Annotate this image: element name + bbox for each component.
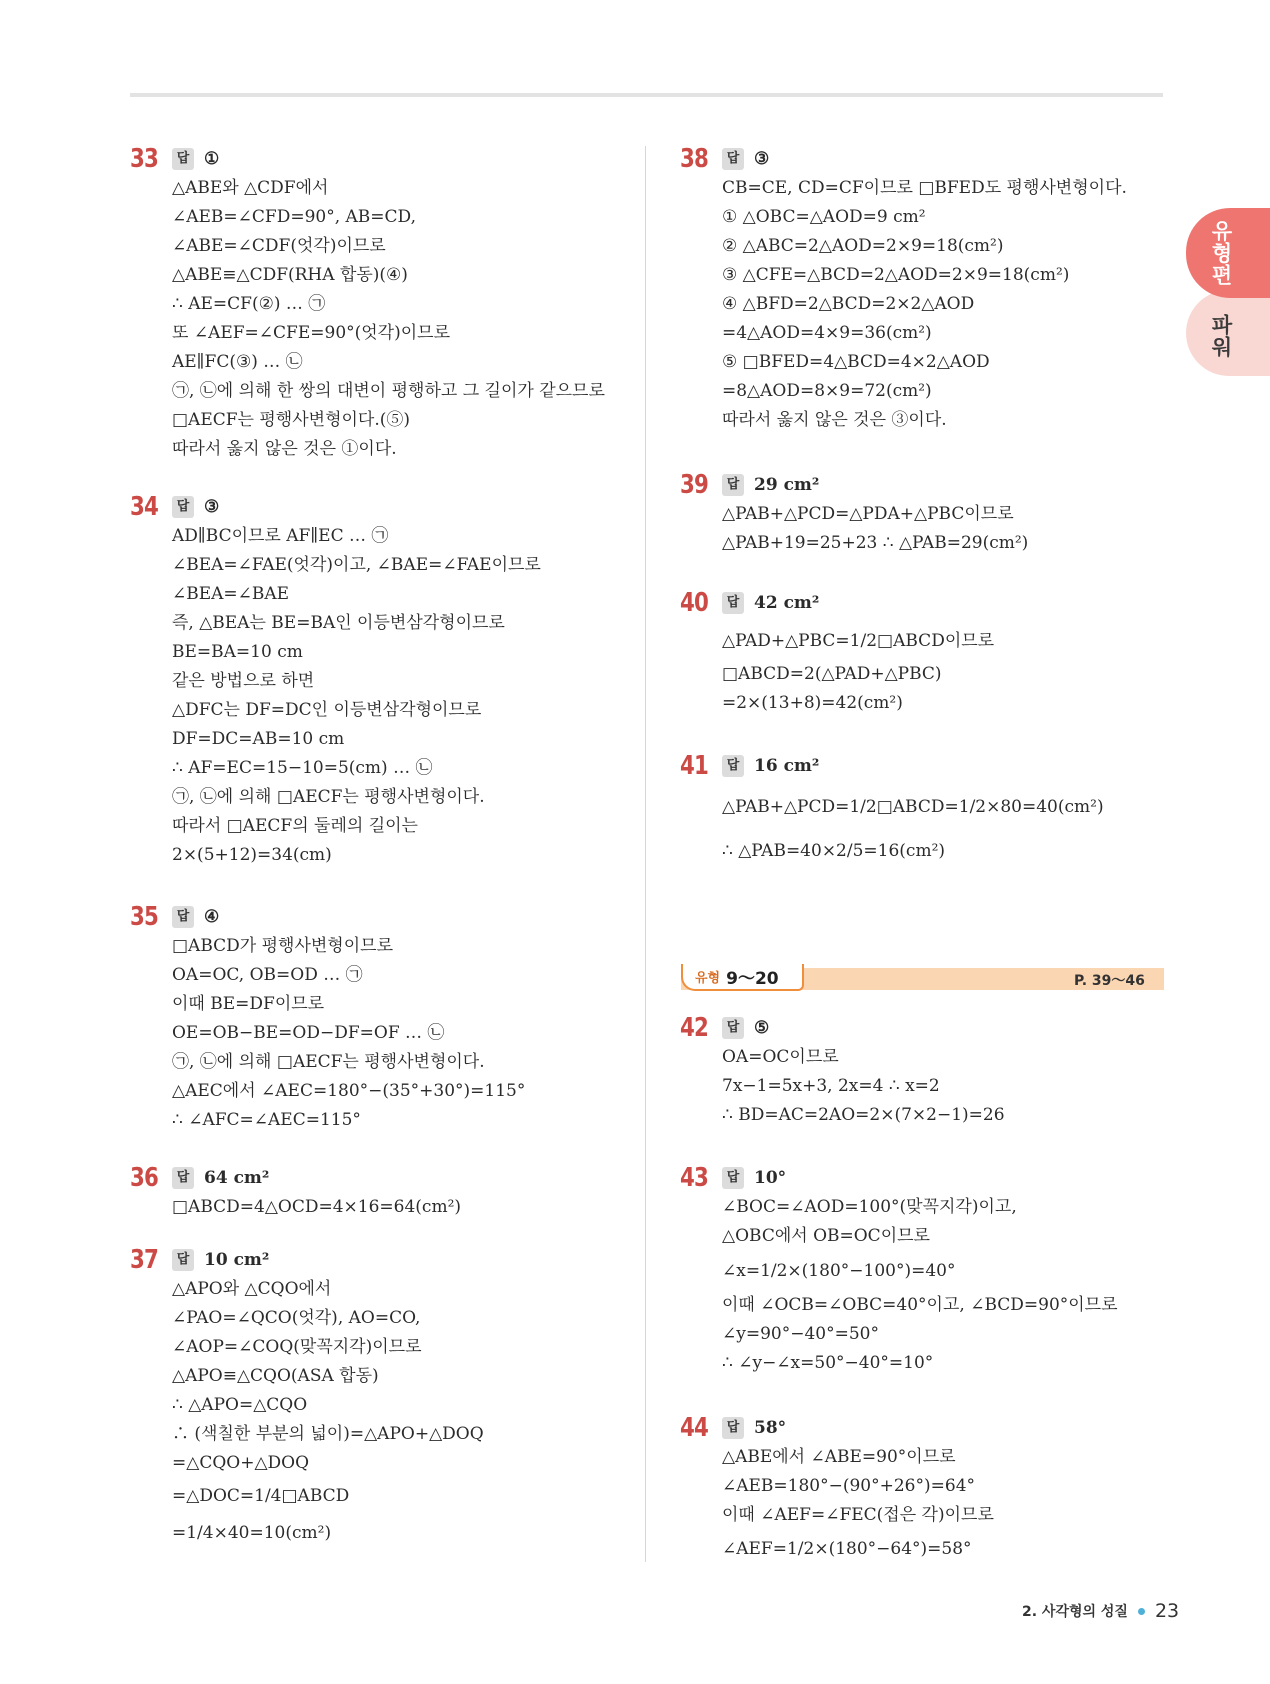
answer xyxy=(722,755,819,777)
solution-lines xyxy=(722,622,994,718)
answer-label: 답 xyxy=(722,148,744,170)
solution-line: ② △ABC=2△AOD=2×9=18(cm²) xyxy=(722,236,1004,256)
solution-lines xyxy=(172,522,541,870)
solution-line: ∠y=90°−40°=50° xyxy=(722,1324,879,1344)
answer-label: 답 xyxy=(172,496,194,518)
footer-chapter: 2. 사각형의 성질 xyxy=(1022,1604,1128,1620)
problem-number: 44 xyxy=(680,1413,709,1443)
answer-label: 답 xyxy=(172,148,194,170)
footer-dot-icon xyxy=(1138,1608,1145,1615)
solution-line: ∴ BD=AC=2AO=2×(7×2−1)=26 xyxy=(722,1105,1005,1125)
solution-lines xyxy=(722,1193,1118,1378)
answer-label: 답 xyxy=(722,1167,744,1189)
solution-line: □AECF는 평행사변형이다.(⑤) xyxy=(172,410,410,430)
solution-line: =4△AOD=4×9=36(cm²) xyxy=(722,323,932,343)
solution-line: ∴ ∠y−∠x=50°−40°=10° xyxy=(722,1353,934,1373)
top-rule xyxy=(130,93,1163,97)
solution-line: △ABE≡△CDF(RHA 합동)(④) xyxy=(172,265,408,285)
solution-line: CB=CE, CD=CF이므로 □BFED도 평행사변형이다. xyxy=(722,178,1127,198)
answer xyxy=(722,1167,786,1189)
type-range: 9～20 xyxy=(726,969,779,989)
answer xyxy=(722,474,819,496)
solution-lines xyxy=(722,1443,994,1568)
answer-label: 답 xyxy=(722,474,744,496)
answer-value: 16 cm² xyxy=(754,756,820,776)
solution-line: △APO≡△CQO(ASA 합동) xyxy=(172,1366,379,1386)
solution-lines xyxy=(172,1275,484,1552)
solution-line: ∠x=1/2×(180°−100°)=40° xyxy=(722,1261,956,1281)
answer xyxy=(722,1417,786,1439)
solution-line: ∴ AE=CF(②) … ㉠ xyxy=(172,294,326,314)
solution-line: △APO와 △CQO에서 xyxy=(172,1279,332,1299)
side-tab-type[interactable] xyxy=(1186,208,1270,298)
side-tab-label: 유형편 xyxy=(1209,220,1233,286)
solution-line: □ABCD=4△OCD=4×16=64(cm²) xyxy=(172,1197,462,1217)
solution-line: 7x−1=5x+3, 2x=4 ∴ x=2 xyxy=(722,1076,940,1096)
solution-lines xyxy=(172,932,525,1135)
solution-line: 이때 BE=DF이므로 xyxy=(172,994,325,1014)
answer xyxy=(722,592,819,614)
problem-number: 35 xyxy=(130,902,159,932)
solution-line: ∴ AF=EC=15−10=5(cm) … ㉡ xyxy=(172,758,433,778)
solution-line: △ABE와 △CDF에서 xyxy=(172,178,329,198)
answer-value: ⑤ xyxy=(754,1018,770,1038)
solution-line: ∠AOP=∠COQ(맞꼭지각)이므로 xyxy=(172,1337,422,1357)
answer-value: ③ xyxy=(204,497,220,517)
answer-value: ④ xyxy=(204,907,220,927)
problem-number: 33 xyxy=(130,144,159,174)
solution-line: AE∥FC(③) … ㉡ xyxy=(172,352,303,372)
solution-line: △PAB+19=25+23 ∴ △PAB=29(cm²) xyxy=(722,533,1029,553)
solution-line: ⑤ □BFED=4△BCD=4×2△AOD xyxy=(722,352,990,372)
column-divider xyxy=(645,146,646,1562)
solution-lines xyxy=(722,1043,1005,1130)
problem-number: 36 xyxy=(130,1163,159,1193)
solution-line: ∠AEB=∠CFD=90°, AB=CD, xyxy=(172,207,416,227)
solution-line: 따라서 □AECF의 둘레의 길이는 xyxy=(172,816,418,836)
solution-line: OA=OC, OB=OD … ㉠ xyxy=(172,965,363,985)
problem-number: 40 xyxy=(680,588,709,618)
solution-lines xyxy=(172,1193,461,1222)
type-pages: P. 39～46 xyxy=(1074,973,1145,989)
side-tab-label: 파워 xyxy=(1209,314,1233,358)
page-number: 23 xyxy=(1154,1600,1180,1622)
answer-label: 답 xyxy=(722,1417,744,1439)
solution-line: ∠ABE=∠CDF(엇각)이므로 xyxy=(172,236,386,256)
solution-line: ∴ ∠AFC=∠AEC=115° xyxy=(172,1110,361,1130)
answer-value: 42 cm² xyxy=(754,593,820,613)
answer-value: 58° xyxy=(754,1418,787,1438)
type-label: 유형 xyxy=(695,971,721,986)
answer xyxy=(172,906,219,928)
answer-label: 답 xyxy=(172,906,194,928)
solution-line: △PAB+△PCD=1/2□ABCD=1/2×80=40(cm²) xyxy=(722,797,1104,817)
answer-value: 10 cm² xyxy=(204,1250,270,1270)
answer xyxy=(172,1249,269,1271)
answer-value: 29 cm² xyxy=(754,475,820,495)
problem-number: 34 xyxy=(130,492,159,522)
problem-number: 42 xyxy=(680,1013,709,1043)
solution-line: ∴ △APO=△CQO xyxy=(172,1395,308,1415)
solution-line: DF=DC=AB=10 cm xyxy=(172,729,345,749)
solution-line: □ABCD=2(△PAD+△PBC) xyxy=(722,664,942,684)
answer-value: 10° xyxy=(754,1168,787,1188)
answer-value: ③ xyxy=(754,149,770,169)
solution-line: ㉠, ㉡에 의해 한 쌍의 대변이 평행하고 그 길이가 같으므로 xyxy=(172,381,605,401)
answer-label: 답 xyxy=(172,1249,194,1271)
solution-line: ㉠, ㉡에 의해 □AECF는 평행사변형이다. xyxy=(172,1052,485,1072)
solution-line: ∠BEA=∠FAE(엇각)이고, ∠BAE=∠FAE이므로 xyxy=(172,555,541,575)
solution-line: ∴ (색칠한 부분의 넓이)=△APO+△DOQ xyxy=(172,1424,484,1444)
solution-line: ① △OBC=△AOD=9 cm² xyxy=(722,207,926,227)
solution-line: =△CQO+△DOQ xyxy=(172,1453,310,1473)
solution-line: ③ △CFE=△BCD=2△AOD=2×9=18(cm²) xyxy=(722,265,1070,285)
solution-line: =1/4×40=10(cm²) xyxy=(172,1523,332,1543)
answer-label: 답 xyxy=(722,755,744,777)
solution-line: ∴ △PAB=40×2/5=16(cm²) xyxy=(722,841,946,861)
problem-number: 41 xyxy=(680,751,709,781)
page-footer xyxy=(1022,1600,1179,1622)
answer-label: 답 xyxy=(722,1017,744,1039)
solution-line: =△DOC=1/4□ABCD xyxy=(172,1486,350,1506)
problem-number: 38 xyxy=(680,144,709,174)
solution-lines xyxy=(172,174,605,464)
answer-label: 답 xyxy=(172,1167,194,1189)
solution-line: =8△AOD=8×9=72(cm²) xyxy=(722,381,932,401)
answer xyxy=(722,148,769,170)
solution-line: ∠AEF=1/2×(180°−64°)=58° xyxy=(722,1539,972,1559)
problem-number: 39 xyxy=(680,470,709,500)
solution-line: △AEC에서 ∠AEC=180°−(35°+30°)=115° xyxy=(172,1081,526,1101)
solution-line: 같은 방법으로 하면 xyxy=(172,671,315,691)
solution-line: 즉, △BEA는 BE=BA인 이등변삼각형이므로 xyxy=(172,613,505,633)
answer xyxy=(172,1167,269,1189)
solution-line: △DFC는 DF=DC인 이등변삼각형이므로 xyxy=(172,700,482,720)
solution-line: ∠AEB=180°−(90°+26°)=64° xyxy=(722,1476,976,1496)
solution-line: □ABCD가 평행사변형이므로 xyxy=(172,936,393,956)
solution-line: OE=OB−BE=OD−DF=OF … ㉡ xyxy=(172,1023,445,1043)
solution-lines xyxy=(722,174,1127,435)
answer-label: 답 xyxy=(722,592,744,614)
solution-line: 또 ∠AEF=∠CFE=90°(엇각)이므로 xyxy=(172,323,451,343)
solution-line: ㉠, ㉡에 의해 □AECF는 평행사변형이다. xyxy=(172,787,485,807)
solution-line: 따라서 옳지 않은 것은 ③이다. xyxy=(722,410,947,430)
solution-line: ∠PAO=∠QCO(엇각), AO=CO, xyxy=(172,1308,421,1328)
answer xyxy=(722,1017,769,1039)
solution-lines xyxy=(722,500,1028,558)
answer xyxy=(172,148,219,170)
answer-value: 64 cm² xyxy=(204,1168,270,1188)
solution-line: AD∥BC이므로 AF∥EC … ㉠ xyxy=(172,526,389,546)
type-header-pill xyxy=(681,964,804,991)
solution-line: 따라서 옳지 않은 것은 ①이다. xyxy=(172,439,397,459)
solution-line: 이때 ∠AEF=∠FEC(접은 각)이므로 xyxy=(722,1505,994,1525)
side-tab-power[interactable] xyxy=(1186,290,1270,376)
solution-line: BE=BA=10 cm xyxy=(172,642,303,662)
solution-line: ∠BEA=∠BAE xyxy=(172,584,290,604)
problem-number: 43 xyxy=(680,1163,709,1193)
solution-line: 2×(5+12)=34(cm) xyxy=(172,845,332,865)
solution-line: △PAD+△PBC=1/2□ABCD이므로 xyxy=(722,631,995,651)
solution-line: =2×(13+8)=42(cm²) xyxy=(722,693,903,713)
solution-line: △ABE에서 ∠ABE=90°이므로 xyxy=(722,1447,956,1467)
answer xyxy=(172,496,219,518)
solution-line: 이때 ∠OCB=∠OBC=40°이고, ∠BCD=90°이므로 xyxy=(722,1295,1118,1315)
answer-value: ① xyxy=(204,149,220,169)
solution-line: ∠BOC=∠AOD=100°(맞꼭지각)이고, xyxy=(722,1197,1017,1217)
solution-lines xyxy=(722,785,1104,873)
solution-line: ④ △BFD=2△BCD=2×2△AOD xyxy=(722,294,975,314)
problem-number: 37 xyxy=(130,1245,159,1275)
solution-line: OA=OC이므로 xyxy=(722,1047,839,1067)
solution-line: △OBC에서 OB=OC이므로 xyxy=(722,1226,930,1246)
solution-line: △PAB+△PCD=△PDA+△PBC이므로 xyxy=(722,504,1014,524)
